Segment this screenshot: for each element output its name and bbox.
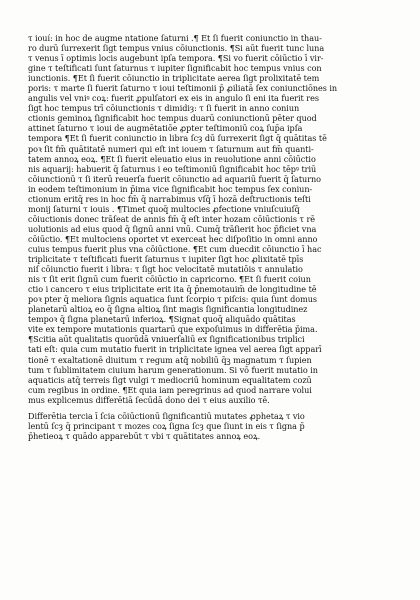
text-line: nis τ ſit erit ſignū cum fuerit cōiūctio in capricorno. ¶Et ſi fuerit coiun xyxy=(28,274,311,285)
paragraph xyxy=(28,411,394,441)
text-line: Differētia tercia ī ſcia cōiūctionū ſignificantiū mutates ꝓphetaꝝ τ vio xyxy=(28,410,305,421)
text-line: ctionum eritq̄ res in hoc fm̄ q̄ narrabimus vſq̄ ī hozā deſtructionis teſti xyxy=(28,193,311,204)
text-line: aquaticis atq̄ terreis ſigt̄ vulgi τ mediocriū hominum equalitatem cozū xyxy=(28,374,312,385)
body-text xyxy=(28,33,394,441)
text-line: ctionis geminoꝝ ſignificabit hoc tempus duarū coniunctionū pēter quod xyxy=(28,113,317,124)
text-line: cuius tempus fuerit plus vna cōiūctione. ¶Et cum duecdit cōiunctio ī hac xyxy=(28,243,322,254)
text-line: lentū ſcȝ q̄ principant τ mozes coꝝ ſigna ſcȝ que ſiunt in eis τ ſigna p̄ xyxy=(28,420,305,431)
text-line: tati eſt: quia cum mutatio fuerit in triplicitate ignea vel aerea ſigt̄ apparī xyxy=(28,344,322,355)
text-line: p̄hetieoꝝ τ quādo apparebūt τ vbi τ quātitates annoꝝ eoꝝ. xyxy=(28,430,261,441)
text-line: ſigt̄ hoc tempus trī cōiunctionis τ dimidiȝ: τ ſi fuerit in anno coniun xyxy=(28,103,300,114)
text-line: τ venus ī optimis locis augebunt̄ ipſa tempora. ¶Si vo fuerit cōiūctio ī vir- xyxy=(28,53,324,64)
text-line: nis aquarij: habuerit q̄ ſaturnus i eo teſtimoniū ſignificabit hoc tēpꝰ triū xyxy=(28,163,317,174)
text-line: ro durū ſurrexerit ſigt̄ tempus vnius cōiunctionis. ¶Si aūt fuerit tunc luna xyxy=(28,43,325,54)
text-line: ctio i cancero τ eius triplicitate erit ita q̄ p̄nemotauim̄ de longitudine tē xyxy=(28,284,317,295)
text-line: gine τ teſtificati ſunt ſaturnus τ iupiter ſignificabit hoc tempus vnius con xyxy=(28,63,322,74)
text-line: tempoꝛ q̄ ſigna planetarū inferioꝝ. ¶Signat̄ quoq̄ aliquādo quātitas xyxy=(28,314,296,325)
text-line: ¶Scitia aūt qualitatis quorūdā vniuerſaliū ex ſignificationibus triplici xyxy=(28,334,305,345)
text-line: niſ cōiunctio fuerit i libra: τ ſigt̄ hoc velocitatē mutatiōis τ annulatio xyxy=(28,264,303,275)
text-line: cōiūctio. ¶Et multociens oportet vt exerceat̄ hec diſpoſitio in omni anno xyxy=(28,233,318,244)
text-line: monij ſaturni τ iouis . ¶Timet quoq̄ multocies ꝓfectione vniuſcuiuſq̄ xyxy=(28,203,300,214)
text-line: mus explicemus differētiā ſecūdā dono dei τ eius auxilio τē. xyxy=(28,394,270,405)
text-line: triplicitate τ teſtificati fuerit ſaturnus τ iupiter ſigt̄ hoc ꝓlixitatē tpīs xyxy=(28,254,304,265)
text-line: planetarū altioꝝ eo q̄ ſigna altioꝝ ſint magis ſignificantia longitudinez xyxy=(28,304,308,315)
text-line: in eodem teſtimonium in p̄ima vice ſignificabit hoc tempus ſex coniun- xyxy=(28,183,313,194)
text-line: τ iouí: in hoc de augme ntatione ſaturni .¶ Et ſi fuerit coniunctio in thau- xyxy=(28,33,322,43)
text-line: uolutionis ad eius quod q̄ ſignū anni vnū. Cumq̄ trāſierit hoc p̄ficiet vna xyxy=(28,223,317,234)
text-line: attinet ſaturno τ ioui de augmētatiōe ꝓpter teſtimoniū coꝝ ſup̄a ipſa xyxy=(28,123,303,134)
paragraph xyxy=(28,33,394,405)
text-line: poris: τ marte ſi fuerit ſaturno τ ioui teſtimonii p̄ ꝓiliatā ſex coniunctiōnes in xyxy=(28,83,338,94)
text-line: iunctionis. ¶Et ſi fuerit cōiunctio in triplicitate aerea ſigt̄ prolixitatē tem xyxy=(28,73,320,84)
text-line: cōiuctionis donec trāſeat de annis fm̄ q̄ eſt inter hozam cōiūctionis τ rē xyxy=(28,213,316,224)
text-line: poꝛ ſit fm̄ quātitatē numeri qui eſt int̄ iouem τ ſaturnum aut fm̄ quanti- xyxy=(28,143,314,154)
text-line: cum regibus in ordine. ¶Et quia iam peregrinus ad quod narrare volui xyxy=(28,384,312,395)
text-line: vite ex tempore mutationis quartarū que expoſuimus in differētia p̄ima. xyxy=(28,324,318,335)
text-line: tatem annoꝝ eoꝝ. ¶Et ſi fuerit eleuatio eius in reuolutione anni cōiūctio xyxy=(28,153,316,164)
text-line: tum τ ſublimitatem ciuium harum generationum. Si vō fuerit mutatio in xyxy=(28,364,318,375)
text-line: poꝛ pter q̄ meliora ſignis aquatica ſunt ſcorpio τ piſcis: quia ſunt domus xyxy=(28,294,317,305)
text-line: cōiunctionū τ ſi iterū reuerſa fuerit cōiunctio ad aquariū fuerit q̄ ſaturno xyxy=(28,173,321,184)
text-line: angulis vel vniꝰ coꝝ: fuerit ꝓpulſatori ex eis in angulo ſi eni ita fuerit res xyxy=(28,93,319,104)
text-line: tionē τ exaltationē diuitum τ regum atq̄ nobiliū q̄ꝫ magnatum τ ſupien xyxy=(28,354,312,365)
text-line: tempora ¶Et ſi fuerit coniunctio in libra ſcȝ dū ſurrexerit ſigt̄ q̄ quātitas tē xyxy=(28,133,327,144)
